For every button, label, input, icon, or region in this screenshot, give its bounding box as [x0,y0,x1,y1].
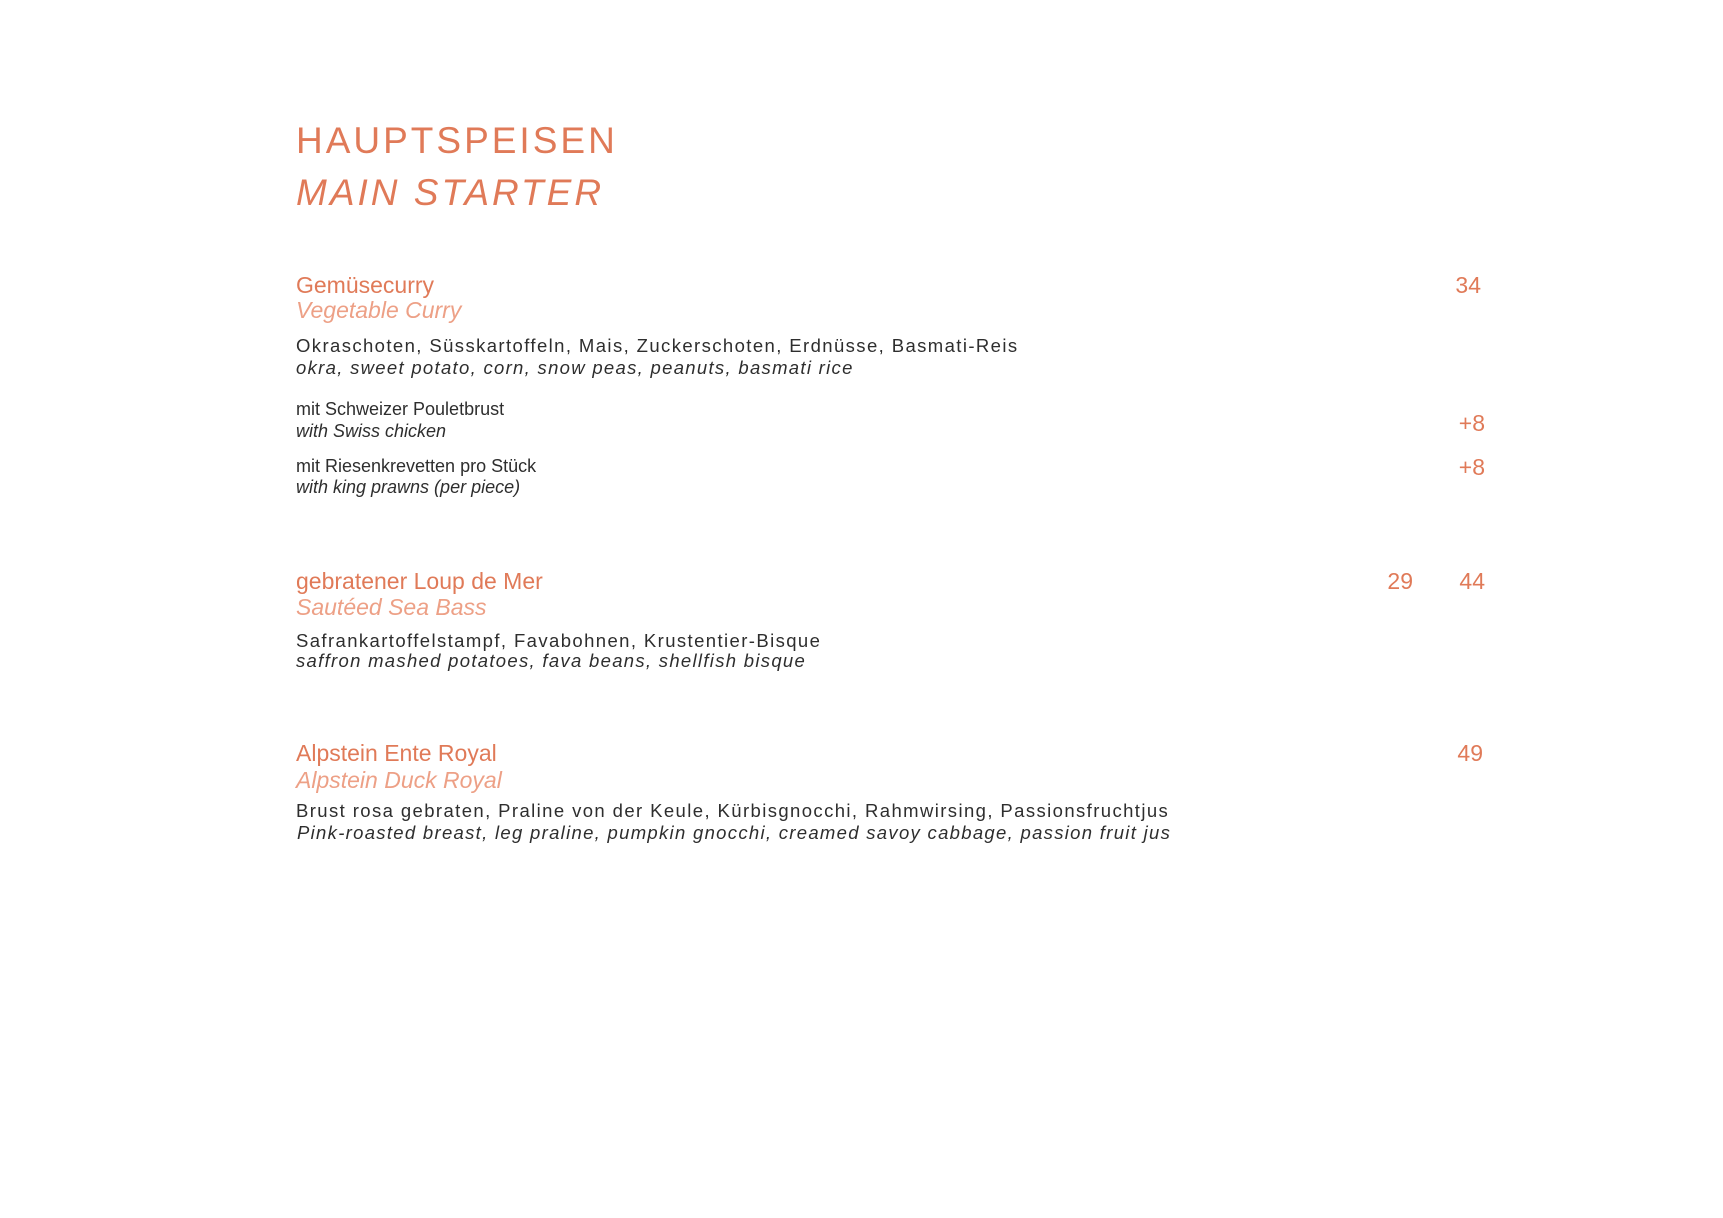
dish-price-small: 29 [1387,568,1413,594]
dish-name-english: Alpstein Duck Royal [296,767,502,793]
dish-name-english: Sautéed Sea Bass [296,594,487,620]
dish-name-german: Alpstein Ente Royal [296,740,497,766]
dish-ingredients-german: Safrankartoffelstampf, Favabohnen, Krustentier-Bisque [296,630,822,651]
dish-price: 49 [1457,740,1483,766]
dish-ingredients-english: Pink-roasted breast, leg praline, pumpkin gnocchi, creamed savoy cabbage, passion fruit jus [297,822,1172,843]
dish-ingredients-german: Okraschoten, Süsskartoffeln, Mais, Zuckerschoten, Erdnüsse, Basmati-Reis [296,335,1019,356]
dish-ingredients-english: okra, sweet potato, corn, snow peas, peanuts, basmati rice [296,357,854,378]
addon-label-german: mit Riesenkrevetten pro Stück [296,456,537,476]
dish-name-german: gebratener Loup de Mer [296,568,543,594]
dish-ingredients-english: saffron mashed potatoes, fava beans, shellfish bisque [296,650,807,671]
section-title-german: HAUPTSPEISEN [296,120,618,161]
dish-price: 34 [1455,272,1481,298]
addon-label-english: with king prawns (per piece) [296,477,521,497]
addon-label-english: with Swiss chicken [296,421,447,441]
dish-ingredients-german: Brust rosa gebraten, Praline von der Keule, Kürbisgnocchi, Rahmwirsing, Passionsfruchtjus [296,800,1170,821]
addon-price: +8 [1458,410,1485,436]
section-title-english: MAIN STARTER [296,172,605,213]
dish-name-german: Gemüsecurry [296,272,435,298]
addon-price: +8 [1458,454,1485,480]
dish-name-english: Vegetable Curry [296,297,462,323]
dish-price: 44 [1459,568,1485,594]
addon-label-german: mit Schweizer Pouletbrust [296,399,505,419]
